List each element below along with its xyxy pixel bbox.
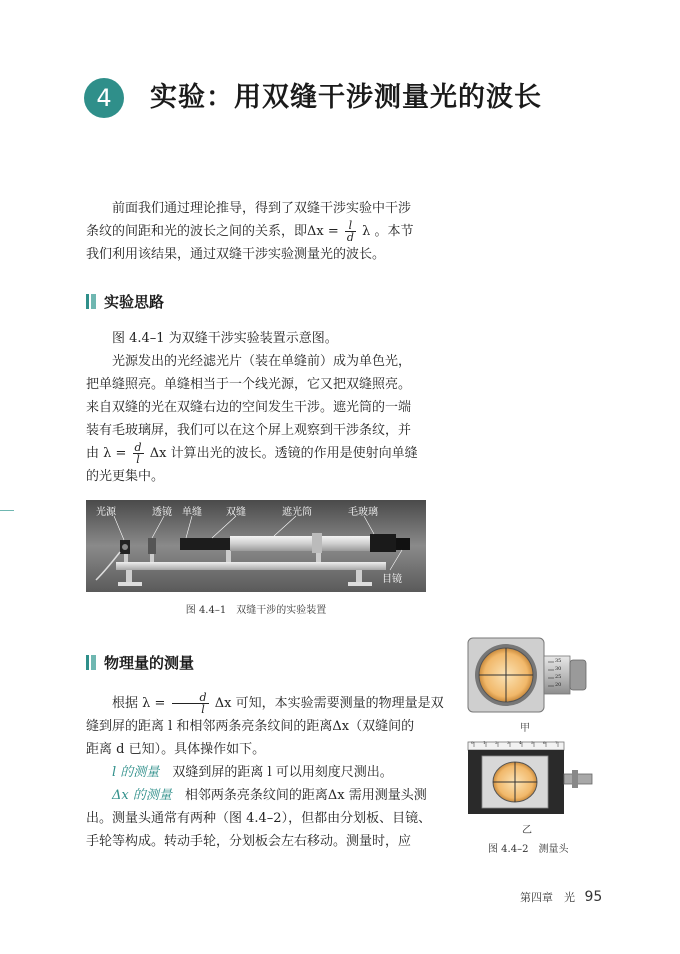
measure-paragraph — [86, 692, 448, 853]
dx-measure-label: Δx 的测量 — [112, 788, 172, 803]
page-number: 95 — [584, 889, 603, 905]
heading-measurement-text: 物理量的测量 — [104, 654, 195, 672]
scale-mark: 5 — [531, 740, 534, 745]
label-eyepiece: 目镜 — [382, 574, 402, 585]
idea-line-7: 的光更集中。 — [86, 469, 165, 484]
drum-mark: 25 — [555, 674, 562, 680]
idea-paragraph — [86, 327, 446, 488]
intro-line-2-post: λ 。本节 — [362, 224, 414, 239]
heading-measurement — [86, 652, 194, 673]
measure-frac-den: l — [201, 703, 205, 716]
page-title: 实验：用双缝干涉测量光的波长 — [150, 82, 542, 113]
idea-line-5: 装有毛玻璃屏，我们可以在这个屏上观察到干涉条纹，并 — [86, 423, 412, 438]
measure-line-6: 出。测量头通常有两种（图 4.4–2），但都由分划板、目镜、 — [86, 811, 432, 826]
intro-paragraph — [86, 197, 446, 266]
measure-line-1-post: Δx 可知，本实验需要测量的物理量是双 — [214, 696, 444, 711]
measure-line-5 — [86, 784, 448, 807]
label-double-slit: 双缝 — [226, 507, 246, 518]
measure-line-1 — [86, 692, 448, 715]
intro-line-1: 前面我们通过理论推导，得到了双缝干涉实验中干涉 — [112, 201, 412, 216]
intro-fraction — [345, 220, 356, 243]
label-lens: 透镜 — [152, 507, 172, 518]
idea-line-6 — [86, 442, 446, 465]
l-measure-label: l 的测量 — [112, 765, 160, 780]
running-footer — [520, 889, 602, 905]
measure-fraction — [172, 692, 209, 715]
drum-mark: 30 — [555, 666, 562, 672]
heading-experiment-idea — [86, 291, 164, 312]
heading-bar-icon — [91, 294, 96, 309]
label-shading-tube: 遮光筒 — [282, 507, 312, 518]
measure-line-7: 手轮等构成。转动手轮，分划板会左右移动。测量时，应 — [86, 834, 412, 849]
scale-mark: 0 — [471, 740, 474, 745]
scale-mark: 7 — [555, 740, 558, 745]
measure-line-2: 缝到屏的距离 l 和相邻两条亮条纹间的距离Δx（双缝间的 — [86, 719, 415, 734]
scale-mark: 1 — [483, 740, 486, 745]
intro-line-3: 我们利用该结果，通过双缝干涉实验测量光的波长。 — [86, 247, 386, 262]
measuring-head-b-figure — [466, 740, 594, 816]
drum-mark: 20 — [555, 682, 562, 688]
label-yi: 乙 — [522, 825, 532, 836]
intro-frac-num: l — [345, 220, 356, 232]
measure-line-4 — [86, 761, 448, 784]
intro-line-2 — [86, 220, 446, 243]
footer-chapter: 第四章 光 — [520, 891, 575, 904]
idea-line-1: 图 4.4–1 为双缝干涉实验装置示意图。 — [112, 331, 338, 346]
figure-1-caption: 图 4.4–1 双缝干涉的实验装置 — [185, 605, 327, 616]
idea-frac-num: d — [134, 441, 142, 454]
idea-fraction — [133, 442, 144, 465]
measure-frac-num: d — [172, 692, 209, 704]
scale-mark: 6 — [543, 740, 546, 745]
heading-bar-icon — [91, 655, 96, 670]
idea-line-3: 把单缝照亮。单缝相当于一个线光源，它又把双缝照亮。 — [86, 377, 412, 392]
idea-line-4: 来自双缝的光在双缝右边的空间发生干涉。遮光筒的一端 — [86, 400, 412, 415]
apparatus-figure — [86, 500, 426, 592]
margin-rule — [0, 510, 14, 511]
scale-mark: 4 — [519, 740, 522, 745]
intro-line-2-pre: 条纹的间距和光的波长之间的关系，即Δx = — [86, 224, 339, 239]
figure-2-caption: 图 4.4–2 测量头 — [488, 844, 569, 855]
measure-line-1-pre: 根据 λ = — [112, 696, 166, 711]
intro-frac-den: d — [346, 231, 354, 244]
idea-line-6-post: Δx 计算出光的波长。透镜的作用是使射向单缝 — [149, 446, 418, 461]
measuring-head-b-illustration — [466, 740, 594, 816]
heading-experiment-idea-text: 实验思路 — [104, 293, 165, 311]
measure-line-3: 距离 d 已知）。具体操作如下。 — [86, 742, 266, 757]
label-single-slit: 单缝 — [182, 507, 202, 518]
idea-frac-den: l — [136, 453, 140, 466]
idea-line-6-pre: 由 λ = — [86, 446, 127, 461]
label-jia: 甲 — [520, 723, 530, 734]
scale-mark: 2 — [495, 740, 498, 745]
heading-bar-icon — [86, 294, 89, 309]
scale-mark: 3 — [507, 740, 510, 745]
drum-mark: 35 — [555, 658, 562, 664]
section-number-badge: 4 — [84, 78, 124, 118]
label-ground-glass: 毛玻璃 — [348, 507, 378, 518]
measuring-head-a-illustration — [466, 636, 590, 714]
dx-measure-text: 相邻两条亮条纹间的距离Δx 需用测量头测 — [184, 788, 427, 803]
label-light-source: 光源 — [96, 507, 116, 518]
idea-line-2: 光源发出的光经滤光片（装在单缝前）成为单色光， — [112, 354, 412, 369]
measuring-head-a-figure — [466, 636, 590, 714]
heading-bar-icon — [86, 655, 89, 670]
l-measure-text: 双缝到屏的距离 l 可以用刻度尺测出。 — [172, 765, 393, 780]
